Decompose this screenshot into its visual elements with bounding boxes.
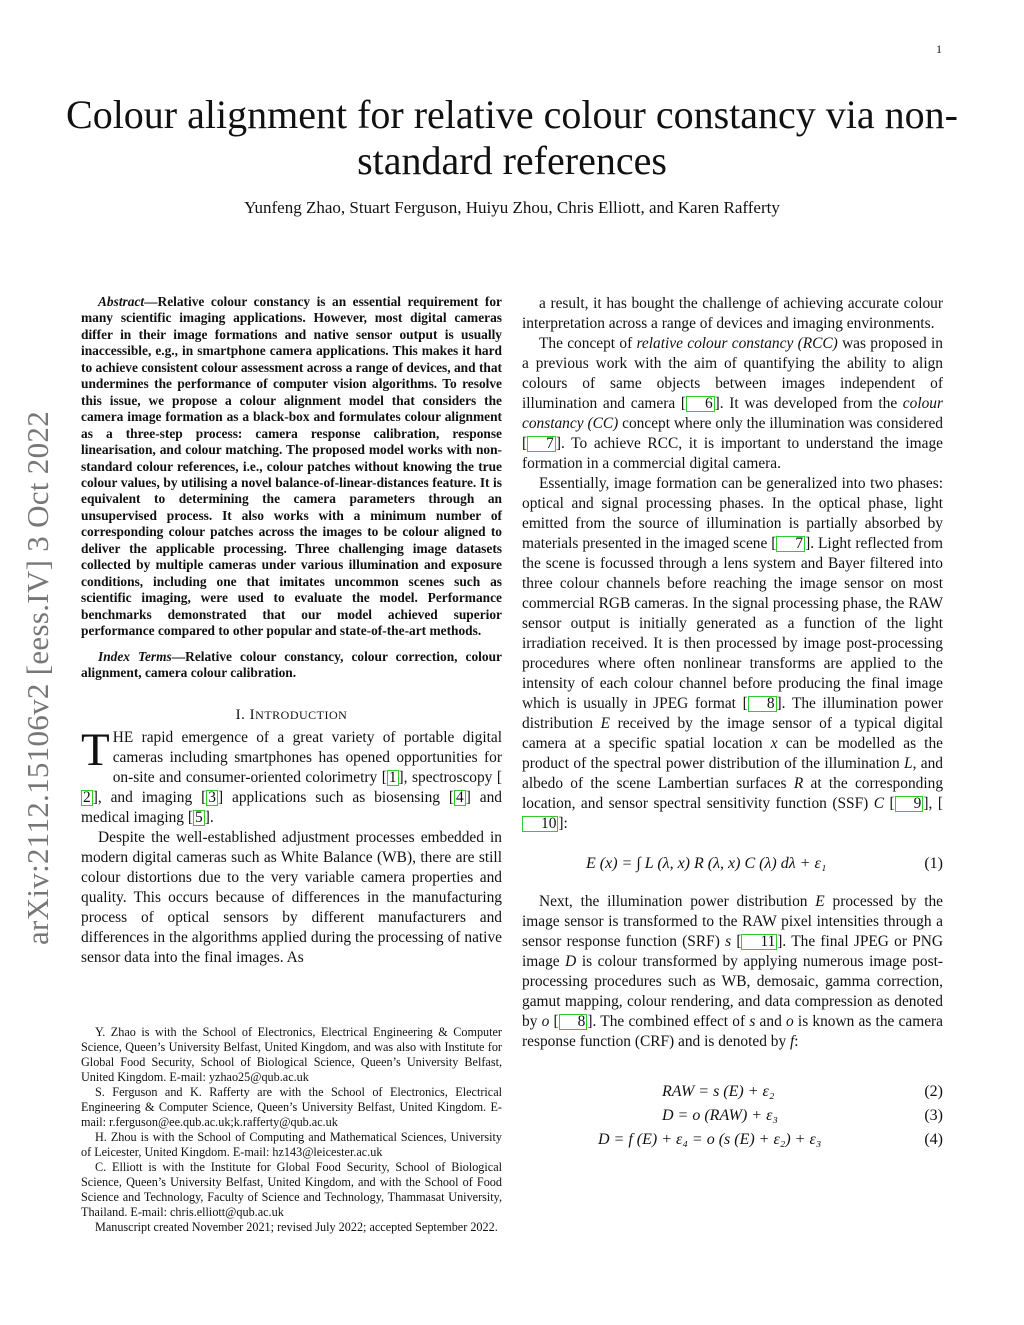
citation-link[interactable]: 6: [686, 396, 715, 412]
section-heading-introduction: [81, 707, 502, 724]
author-list: Yunfeng Zhao, Stuart Ferguson, Huiyu Zhou, Chris Elliott, and Karen Rafferty: [244, 198, 780, 217]
text-run: processed by the image sensor is transformed to the RAW pixel intensities through a sensor response function (SRF): [522, 893, 944, 950]
text-run: and medical imaging: [81, 789, 502, 827]
italic-term: D: [565, 953, 577, 970]
italic-term: L: [904, 755, 913, 772]
arxiv-identifier: arXiv:2112.15106v2 [eess.IV] 3 Oct 2022: [20, 410, 55, 945]
paragraph: [81, 828, 502, 968]
paragraph: Next, the illumination power distribution E processed by the image sensor is transformed to the RAW pixel intensities through a sensor response function (SRF) s [ 11 ]. The final JPEG or PNG image D is colour transformed by applying numerous image post-processing procedures such as WB, demosaic, gamma correction, gamut mapping, colour rendering, and data compression as denoted by o [ 8 ]. The combined effect of s and o is known as the camera response function (CRF) and is denoted by f:: [522, 893, 944, 1050]
italic-term: x: [770, 735, 778, 752]
abstract-label: Abstract: [98, 294, 145, 309]
text-run: was proposed in a previous work with the aim of quantifying the ability to align colours of same objects between images independent of illumination and camera: [522, 335, 943, 412]
text-run: , spectroscopy: [403, 769, 497, 787]
equation-group: [522, 1080, 943, 1152]
citation-link[interactable]: 7: [527, 436, 556, 452]
index-terms-text: —Relative colour constancy, colour correction, colour alignment, camera colour calibration.: [81, 648, 502, 680]
equation-4-number: (4): [924, 1131, 943, 1148]
text-run: Essentially, image formation can be generalized into two phases: optical and signal processing phases. In the optical phase, light emitted from the source of illumination is partially absorbed by materials presented in the imaged scene: [522, 475, 943, 552]
text-run: , and albedo of the scene Lambertian surfaces: [522, 755, 944, 792]
text-run: at the corresponding location, and sensor spectral sensitivity function (SSF): [522, 775, 944, 812]
citation-link[interactable]: 3: [208, 789, 216, 807]
italic-term: f: [790, 1033, 795, 1050]
text-run: . Light reflected from the scene is focussed through a lens system and Bayer filtered into three colour channels before reaching the image sensor on most commercial RGB cameras. In the signal processing phase, the RAW sensor output is initially generated as a function of the light irradiation received. It is then processed by image post-processing procedures where often nonlinear transforms are applied to the intensity of each colour channel before producing the final image which is usually in JPEG format: [522, 535, 943, 712]
citation-link[interactable]: 9: [895, 796, 924, 812]
paragraph: The concept of relative colour constancy (RCC) was proposed in a previous work with the aim of quantifying the ability to align colours of same objects between images independent of illumination and camera [ 6 ]. It was developed from the colour constancy (CC) concept where only the illumination was considered [ 7 ]. To achieve RCC, it is important to understand the image formation in a commercial digital camera.: [522, 335, 943, 472]
footnote: C. Elliott is with the Institute for Global Food Security, School of Biological Science, Queen’s University Belfast, United Kingdom, and with the School of Food Science and Technology, Faculty of Science and Technology, Thammasat University, Thailand. E-mail: chris.elliott@qub.ac.uk: [81, 1160, 502, 1219]
citation-link[interactable]: 4: [456, 789, 464, 807]
footnote: H. Zhou is with the School of Computing and Mathematical Sciences, University of Leicester, United Kingdom. E-mail: hz143@leicester.ac.uk: [81, 1130, 502, 1159]
text-run: ,: [928, 795, 938, 812]
section-title-rest: NTRODUCTION: [255, 708, 348, 723]
equation-3-number: (3): [924, 1107, 943, 1124]
text-run: The concept of: [539, 335, 637, 352]
text-run: HE rapid emergence of a great variety of portable digital cameras including smartphones has opened opportunities for on-site and consumer-oriented colorimetry: [112, 729, 502, 787]
citation-link[interactable]: 8: [748, 696, 777, 712]
introduction-body: [81, 724, 502, 968]
text-run: . The illumination power distribution: [522, 695, 943, 732]
citation-link[interactable]: 7: [776, 536, 805, 552]
text-run: :: [794, 1033, 799, 1050]
equation-1-number: (1): [924, 855, 943, 872]
equation-3: [522, 1104, 943, 1128]
italic-term: colour constancy (CC): [522, 395, 943, 432]
text-run: . The combined effect of: [592, 1013, 750, 1030]
italic-term: C: [873, 795, 885, 812]
italic-term: o: [541, 1013, 550, 1030]
left-column: [81, 294, 502, 968]
citation-link[interactable]: 8: [559, 1014, 588, 1030]
text-run: can be modelled as the product of the spectral power distribution of the illumination: [522, 735, 943, 772]
text-run: and: [755, 1013, 786, 1030]
text-run: a result, it has bought the challenge of achieving accurate colour interpretation across a range of devices and imaging environments.: [522, 295, 943, 332]
equation-1: [522, 852, 943, 876]
text-run: Next, the illumination power distribution: [539, 893, 816, 910]
italic-term: o: [786, 1013, 794, 1030]
citation-link[interactable]: 1: [388, 769, 397, 787]
italic-term: relative colour constancy (RCC): [636, 335, 838, 352]
equation-1-expr: E (x) = ∫ L (λ, x) R (λ, x) C (λ) dλ + ε₁: [586, 855, 827, 872]
equation-4-expr: D = f (E) + ε₄ = o (s (E) + ε₂) + ε₃: [598, 1131, 822, 1148]
drop-cap: T: [81, 724, 110, 777]
text-run: , and imaging: [97, 789, 202, 807]
text-run: [884, 795, 890, 812]
text-run: :: [563, 815, 568, 832]
right-body-1: [522, 294, 943, 834]
abstract-text: —Relative colour constancy is an essential requirement for many scientific imaging applications. However, most digital cameras differ in their image formations and native sensor output is usually inaccessible, e.g., in smartphone camera applications. This makes it hard to achieve consistent colour assessment across a range of devices, and that undermines the performance of computer vision algorithms. To resolve this issue, we propose a colour alignment model that considers the camera image formation as a black-box and formulates colour alignment as a three-step process: camera response calibration, response linearisation, and colour matching. The proposed model works with non-standard colour references, i.e., colour patches without knowing the true colour values, by utilising a novel balance-of-linear-distances feature. It is equivalent to determining the camera parameters through an unsupervised process. It also works with a minimum number of corresponding colour patches across the images to be colour aligned to deliver the applicable processing. Three challenging image datasets collected by multiple cameras under various illumination and exposure conditions, including one that imitates uncommon scenes such as scientific imaging, were used to evaluate the model. Performance benchmarks demonstrated that our model achieved superior performance compared to other popular and state-of-the-art methods.: [81, 294, 502, 639]
paragraph: Essentially, image formation can be generalized into two phases: optical and signal processing phases. In the optical phase, light emitted from the source of illumination is partially absorbed by materials presented in the imaged scene [ 7 ]. Light reflected from the scene is focussed through a lens system and Bayer filtered into three colour channels before reaching the image sensor on most commercial RGB cameras. In the signal processing phase, the RAW sensor output is initially generated as a function of the light irradiation received. It is then processed by image post-processing procedures where often nonlinear transforms are applied to the intensity of each colour channel before producing the final image which is usually in JPEG format [ 8 ]. The illumination power distribution E received by the image sensor of a typical digital camera at a specific spatial location x can be modelled as the product of the spectral power distribution of the illumination L, and albedo of the scene Lambertian surfaces R at the corresponding location, and sensor spectral sensitivity function (SSF) C [ 9 ], [10 ]:: [522, 475, 944, 832]
citation-link[interactable]: 2: [83, 789, 91, 807]
index-terms-label: Index Terms: [98, 648, 172, 664]
paragraph: [522, 294, 943, 334]
text-run: Despite the well-established adjustment processes embedded in modern digital cameras such as White Balance (WB), there are still colour distortions due to the very variable camera properties and quality. This occurs because of differences in the manufacturing process of optical sensors by different manufacturers and differences in the algorithms applied during the processing of native sensor data into the final images. As: [81, 829, 502, 967]
text-run: is known as the camera response function (CRF) and is denoted by: [522, 1013, 943, 1050]
text-run: applications such as biosensing: [223, 789, 449, 807]
equation-4: [522, 1128, 943, 1152]
italic-term: E: [815, 893, 825, 910]
text-run: concept where only the illumination was considered: [618, 415, 943, 432]
footnote: Y. Zhao is with the School of Electronics, Electrical Engineering & Computer Science, Queen’s University Belfast, United Kingdom, and was also with Institute for Global Food Security, School of Biological Science, Queen’s University Belfast, United Kingdom. E-mail: yzhao25@qub.ac.uk: [81, 1025, 502, 1084]
citation-link[interactable]: 11: [741, 934, 777, 950]
index-terms: [81, 649, 502, 682]
section-number: I.: [235, 707, 250, 724]
equation-3-expr: D = o (RAW) + ε₃: [662, 1107, 778, 1124]
text-run: . It was developed from the: [719, 395, 903, 412]
footnote: S. Ferguson and K. Rafferty are with the School of Electronics, Electrical Engineering & Computer Science, Queen’s University Belfast, United Kingdom. E-mail: r.ferguson@ee.qub.ac.uk;k.rafferty@qub.ac.uk: [81, 1085, 502, 1129]
footnote: Manuscript created November 2021; revised July 2022; accepted September 2022.: [95, 1220, 498, 1234]
italic-term: s: [725, 933, 732, 950]
italic-term: R: [793, 775, 804, 792]
right-column: [522, 294, 943, 1152]
text-run: . The final JPEG or PNG image: [522, 933, 943, 970]
text-run: received by the image sensor of a typical digital camera at a specific spatial location: [522, 715, 943, 752]
text-run: [731, 933, 736, 950]
equation-2-number: (2): [924, 1083, 943, 1100]
italic-term: s: [749, 1013, 756, 1030]
citation-link[interactable]: 10: [522, 816, 558, 832]
right-body-2: [522, 892, 943, 1052]
abstract: [81, 294, 502, 681]
text-run: is colour transformed by applying numerous image post-processing procedures such as WB, demosaic, gamma correction, gamut mapping, colour rendering, and data compression as denoted by: [522, 953, 944, 1030]
text-run: . To achieve RCC, it is important to understand the image formation in a commercial digital camera.: [522, 435, 943, 472]
section-first-letter: I: [249, 707, 256, 724]
text-run: .: [209, 809, 214, 827]
footnotes: [81, 1025, 502, 1235]
citation-link[interactable]: 5: [195, 809, 203, 827]
equation-2: [522, 1080, 943, 1104]
paragraph: THE rapid emergence of a great variety of portable digital cameras including smartphones has opened opportunities for on-site and consumer-oriented colorimetry [ 1 ], spectroscopy [2 ], and imaging [ 3 ] applications such as biosensing [ 4 ] and medical imaging [ 5 ].: [81, 724, 502, 827]
equation-2-expr: RAW = s (E) + ε₂: [662, 1083, 775, 1100]
italic-term: E: [600, 715, 611, 732]
page-number: 1: [936, 42, 942, 56]
paper-title: Colour alignment for relative colour constancy via non-standard references: [66, 92, 958, 183]
text-run: [549, 1013, 553, 1030]
